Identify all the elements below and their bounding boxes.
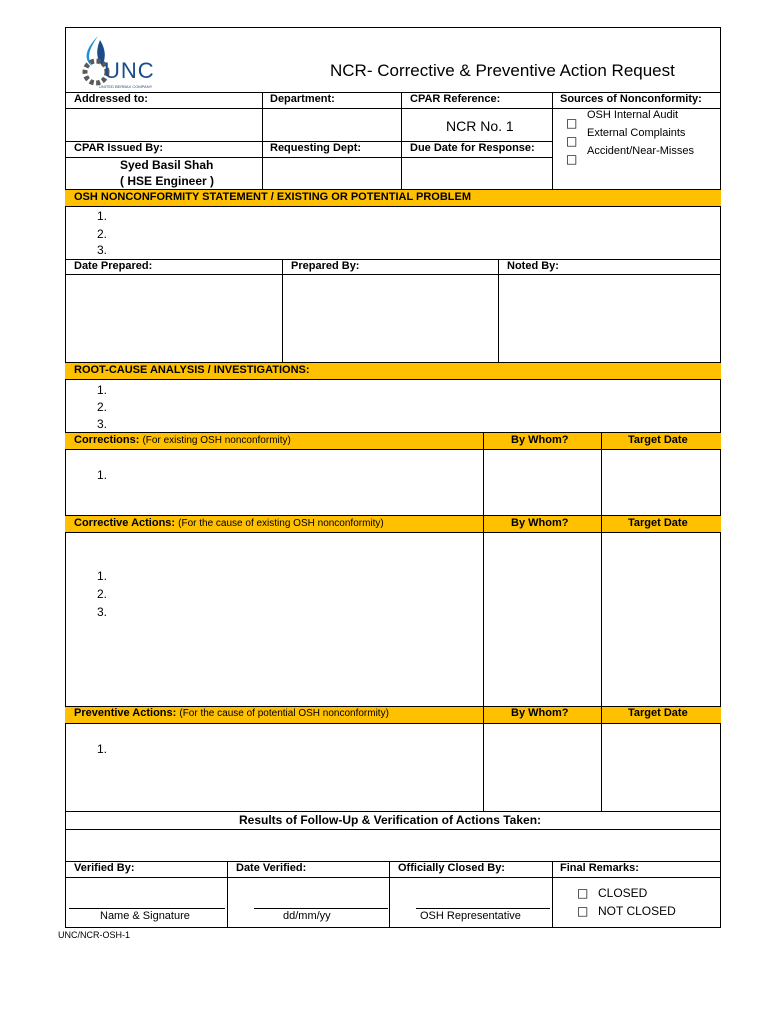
department-label: Department: (270, 93, 335, 105)
logo-subtext: UNITED BERBAX COMPANY (99, 84, 153, 89)
name-signature-caption: Name & Signature (100, 910, 190, 922)
date-verified-label: Date Verified: (236, 862, 307, 874)
followup-heading: Results of Follow-Up & Verification of Actions Taken: (239, 813, 542, 827)
not-closed-label: NOT CLOSED (598, 904, 676, 918)
source-accident-checkbox[interactable]: □ (566, 152, 578, 166)
corrections-title: Corrections: (74, 434, 140, 446)
issuer-role: ( HSE Engineer ) (120, 174, 215, 188)
source-complaints-label: External Complaints (587, 127, 686, 139)
source-audit-checkbox[interactable]: □ (566, 116, 578, 130)
corrective-title: Corrective Actions: (74, 517, 176, 529)
date-prepared-label: Date Prepared: (74, 260, 153, 272)
root-cause-item-3: 3. (97, 417, 108, 431)
statement-heading: OSH NONCONFORMITY STATEMENT / EXISTING OR POTENTIAL PROBLEM (74, 191, 472, 203)
page-title: NCR- Corrective & Preventive Action Request (330, 61, 675, 80)
due-date-label: Due Date for Response: (410, 142, 535, 154)
corrective-heading (74, 517, 384, 529)
preventive-subtitle: (For the cause of potential OSH nonconformity) (179, 708, 389, 719)
root-cause-heading: ROOT-CAUSE ANALYSIS / INVESTIGATIONS: (74, 364, 310, 376)
preventive-item-1: 1. (97, 742, 108, 756)
corrections-target-date: Target Date (628, 434, 688, 446)
preventive-target-date: Target Date (628, 707, 688, 719)
verified-by-label: Verified By: (74, 862, 135, 874)
corrective-by-whom: By Whom? (511, 517, 569, 529)
corrective-item-3: 3. (97, 605, 108, 619)
statement-item-1: 1. (97, 209, 108, 223)
officially-closed-by-label: Officially Closed By: (398, 862, 505, 874)
date-format-caption: dd/mm/yy (283, 910, 331, 922)
closed-checkbox[interactable]: □ (577, 886, 589, 900)
source-accident-label: Accident/Near-Misses (587, 145, 694, 157)
not-closed-checkbox[interactable]: □ (577, 904, 589, 918)
corrections-subtitle: (For existing OSH nonconformity) (142, 435, 291, 446)
source-complaints-checkbox[interactable]: □ (566, 134, 578, 148)
sources-label: Sources of Nonconformity: (560, 93, 702, 105)
addressed-to-label: Addressed to: (74, 93, 148, 105)
statement-item-3: 3. (97, 243, 108, 257)
corrective-target-date: Target Date (628, 517, 688, 529)
footer-code: UNC/NCR-OSH-1 (58, 930, 130, 940)
prepared-by-label: Prepared By: (291, 260, 360, 272)
corrective-item-2: 2. (97, 587, 108, 601)
requesting-dept-label: Requesting Dept: (270, 142, 362, 154)
preventive-heading (74, 707, 389, 719)
statement-item-2: 2. (97, 227, 108, 241)
root-cause-item-1: 1. (97, 383, 108, 397)
corrections-item-1: 1. (97, 468, 108, 482)
preventive-title: Preventive Actions: (74, 707, 177, 719)
cpar-reference-label: CPAR Reference: (410, 93, 501, 105)
final-remarks-label: Final Remarks: (560, 862, 639, 874)
corrections-heading (74, 434, 291, 446)
corrective-subtitle: (For the cause of existing OSH nonconformity) (178, 518, 384, 529)
osh-representative-caption: OSH Representative (420, 910, 521, 922)
issuer-name: Syed Basil Shah (120, 158, 214, 172)
closed-label: CLOSED (598, 886, 648, 900)
corrections-by-whom: By Whom? (511, 434, 569, 446)
noted-by-label: Noted By: (507, 260, 559, 272)
preventive-by-whom: By Whom? (511, 707, 569, 719)
ncr-number: NCR No. 1 (446, 118, 514, 134)
corrective-item-1: 1. (97, 569, 108, 583)
root-cause-item-2: 2. (97, 400, 108, 414)
cpar-issued-by-label: CPAR Issued By: (74, 142, 164, 154)
source-audit-label: OSH Internal Audit (587, 109, 679, 121)
logo-text: UNC (104, 58, 155, 83)
